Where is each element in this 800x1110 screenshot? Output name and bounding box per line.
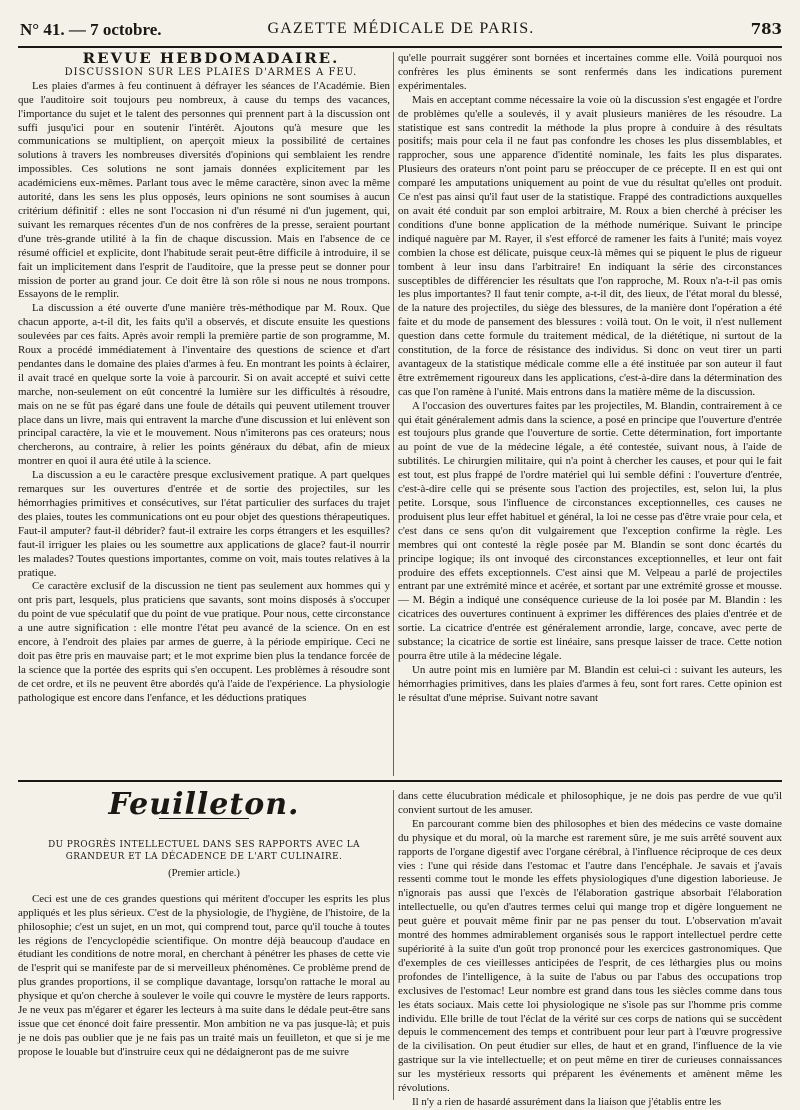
- revue-paragraph: Les plaies d'armes à feu continuent à défrayer les séances de l'Académie. Bien que l'auditoire soit toujours peu nombreux, à cause du temps des vacances, l'importance du sujet et le talent des personnes qui prennent part à la discussion ont suffi jusqu'ici pour en soutenir l'intérêt. Ajoutons qu'à mesure que les communications se multiplient, on aperçoit mieux la possibilité de certaines solutions à travers les nombreuses diversités d'opinions qui semblaient les rendre impossibles. Ces solutions ne sont jamais données explicitement par les académiciens eux-mêmes. Parlant tous avec le même caractère, sinon avec la même autorité, dans les sens les plus opposés, leurs opinions ne sont soumises à aucun critérium définitif : elles ne sont l'occasion ni d'un résumé ni d'un jugement, qui, suivant les remarques récentes d'un de nos confrères de la presse, seraient pourtant d'une très-grande utilité à la fin de chaque discussion. Mais en l'absence de ce résumé officiel et explicite, dont l'habitude serait peut-être difficile à introduire, il se fait un implicitement dans l'esprit de l'auditoire, que la presse peut se donner pour mission de porter au grand jour. Ce doit être là son rôle si nous ne nous trompons. Essayons de le remplir.: [18, 79, 390, 301]
- masthead: [20, 16, 782, 42]
- feuilleton-paragraph: dans cette élucubration médicale et philosophique, je ne dois pas perdre de vue qu'il convient surtout de les amuser.: [398, 790, 782, 816]
- revue-paragraph: qu'elle pourrait suggérer sont bornées et incertaines comme elle. Voilà pourquoi nos confrères les plus éminents se sont renfermés dans les indications purement expérimentales.: [398, 52, 782, 92]
- feuilleton-heading: DU PROGRÈS INTELLECTUEL DANS SES RAPPORTS AVEC LA GRANDEUR ET LA DÉCADENCE DE L'ART CULINAIRE.: [48, 839, 360, 862]
- revue-paragraph: Ce caractère exclusif de la discussion ne tient pas seulement aux hommes qui y ont pris part, lesquels, plus praticiens que savants, sont moins disposés à s'occuper du point de vue spéculatif que du point de vue pratique. Pour nous, cette circonstance a une autre signification : elle montre l'état peu avancé de la science. On en est encore, à l'endroit des plaies par armes de guerre, à la période empirique. Ceci ne doit pas être pris en mauvaise part; et le mot exprime bien plus la tendance forcée de la science que la portée des esprits qui s'en occupent. Les problèmes à résoudre sont de cet ordre, et ils ne peuvent être abordés qu'à l'aide de l'expérience. La physiologie pathologique est encore dans l'enfance, et les déductions pratiques: [18, 580, 390, 704]
- revue-left-column: [18, 49, 390, 776]
- revue-paragraph: A l'occasion des ouvertures faites par les projectiles, M. Blandin, contrairement à ce qui était généralement admis dans la science, a posé en principe que l'ouverture d'entrée est toujours plus grande que l'ouverture de sortie. Cette détermination, fort importante au point de vue de la médecine légale, a été contestée, suivant nous, à l'aide de subtilités. Le chirurgien militaire, qui n'a point à chercher les causes, et pour qui le fait est tout, est plus frappé de l'ordre matériel qui lui semble défini : l'ouverture d'entrée, c'est-à-dire celle qui se présente sous l'action des projectiles, est, selon lui, la plus petite. Lorsque, sous l'influence de circonstances exceptionnelles, ces causes ne produisent plus leur effet habituel et général, la loi ne cesse pas d'être vraie pour cela, et c'est dans ce sens qu'on dit vulgairement que l'exception confirme la règle. Les membres qui ont contesté la règle posée par M. Blandin se sont donc écartés du principe logique; ils ont invoqué des circonstances exceptionnelles, et leur ont fait produire des effets exceptionnels. C'est ainsi que M. Velpeau a parlé de projectiles entrant par une extrémité mince et acérée, et sortant par une extrémité grosse et mousse. — M. Bégin a indiqué une conséquence curieuse de la loi posée par M. Blandin : les cicatrices des ouvertures continuent à exprimer les différences des plaies d'entrée et de sortie. La cicatrice d'entrée est généralement arrondie, large, concave, avec perte de substance; la cicatrice de sortie est linéaire, sans presque laisser de trace. Cette notion pourra être utile à la médecine légale.: [398, 399, 782, 662]
- feuilleton-rule: [18, 780, 782, 782]
- revue-rubric: REVUE HEBDOMADAIRE.: [82, 49, 340, 67]
- feuilleton-subheading: (Premier article.): [168, 867, 240, 879]
- column-divider: [393, 52, 394, 776]
- revue-paragraph: Mais en acceptant comme nécessaire la voie où la discussion s'est engagée et l'ordre de problèmes qu'elle a soulevés, il y avait plusieurs manières de les résoudre. La statistique est sans contredit la méthode la plus propre à conduire à des résultats positifs; mais pour cela il ne faut pas confondre les choses les plus dissemblables, et rapprocher, sous une apparence d'identité nominale, les faits les plus disparates. Plusieurs des orateurs n'ont point paru se préoccuper de ce précepte. Il en est qui ont comparé les amputations uniquement au point de vue du résultat qu'elles ont produit. Ce n'est pas ainsi qu'il faut user de la statistique. Frappé des contradictions auxquelles on avait été conduit par son emploi arbitraire, M. Roux a bien cherché à préciser les conditions d'une bonne application de la méthode numérique. Suivant le principe indiqué naguère par M. Rayer, il s'est efforcé de ramener les faits à l'unité; mais voyez combien la chose est délicate, puisque ceux-là mêmes qui se piquent le plus de rigueur tombent à leur insu dans l'arbitraire! En indiquant la série des circonstances susceptibles de différencier les résultats que l'on rapproche, M. Roux n'a-t-il pas omis les plus importantes? Il faut tenir compte, a-t-il dit, des lieux, de l'état moral du blessé, de la nature des projectiles, du siège des blessures, de la manière dont l'opération a été faite et du mode de pansement des blessures : voilà tout. On le voit, il n'est nullement question dans cette formule du traitement médical, de la diététique, ni surtout de la constitution, de la force de résistance des individus. Si donc on veut tirer un parti avantageux de la statistique médicale comme elle a été instituée par son auteur il faut être extrêmement rigoureux dans les applications, c'est-à-dire dans la détermination des cas que l'on ramène à l'unité. Mais entrons dans la matière même de la discussion.: [398, 93, 782, 398]
- feuilleton-right-column: [398, 790, 782, 1108]
- page-number: 783: [750, 20, 782, 38]
- journal-title: GAZETTE MÉDICALE DE PARIS.: [267, 20, 535, 37]
- feuilleton-left-column: [18, 787, 390, 1100]
- column-divider: [393, 790, 394, 1100]
- revue-right-column: [398, 52, 782, 776]
- issue-number-date: N° 41. — 7 octobre.: [20, 20, 162, 39]
- revue-heading: DISCUSSION SUR LES PLAIES D'ARMES A FEU.: [64, 66, 358, 78]
- revue-paragraph: La discussion a été ouverte d'une manière très-méthodique par M. Roux. Que chacun apporte, a-t-il dit, les faits qu'il a observés, et discute ensuite les questions soulevées par ces faits. Après avoir rempli la première partie de son programme, M. Roux a procédé immédiatement à l'inventaire des questions de science et d'art pendantes dans le domaine des plaies d'armes à feu. En montrant les points à éclairer, il avait tracé en quelque sorte la voie à parcourir. Si on avait accepté et suivi cette marche, non-seulement on eût concentré la lumière sur les difficultés à résoudre, mais on ne se fût pas égaré dans une foule de détails qui peuvent utilement trouver place dans un livre, mais qui entravent la marche d'une discussion et lui enlèvent son principal caractère, la vie et le mouvement. Nous n'imiterons pas ces orateurs; nous chercherons, au contraire, à relier les points généraux du débat, afin de mieux montrer en quoi il aura été utile à la science.: [18, 302, 390, 468]
- top-rule: [18, 46, 782, 48]
- feuilleton-paragraph: Ceci est une de ces grandes questions qui méritent d'occuper les esprits les plus appliqués et les plus sérieux. C'est de la physiologie, de l'hygiène, de l'histoire, de la philosophie; c'est un sujet, en un mot, qui comprend tout, parce qu'il touche à toutes les régions de l'encyclopédie scientifique. On montre déjà beaucoup d'audace en étudiant les conditions de notre moral, en cherchant à pénétrer les phases de cette vie de l'esprit qui se manifeste par de si merveilleux phénomènes. Ce problème prend de plus grandes proportions, il se complique davantage, lorsqu'on rattache le moral au physique et qu'on cherche à soulever le voile qui couvre le mystère de leurs rapports. Je ne veux pas m'égarer et égarer les lecteurs à ma suite dans le dédale peut-être sans issue que cet énoncé doit faire pressentir. Mon ambition ne va pas jusque-là; et puis je ne dois pas oublier que je ne fais pas un traité mais un feuilleton, et que si je me propose le louable but d'instruire ceux qui ne dédaigneront pas de me suivre: [18, 892, 390, 1058]
- feuilleton-paragraph: En parcourant comme bien des philosophes et bien des médecins ce vaste domaine du physique et du moral, où la marche est rarement sûre, je me suis arrêté souvent aux rapports de l'organe digestif avec l'organe cérébral, à l'influence réciproque de ces deux vies : l'une qui réside dans l'estomac et l'autre dans l'encéphale. Je savais et j'avais ressenti comme tout le monde les effets physiologiques d'une digestion laborieuse. Je n'ignorais pas aussi que l'excès de l'élaboration gastrique absorbait l'élaboration intellectuelle, ou qu'en d'autres termes celui qui mange trop et digère longuement ne peut guère et pouvait même finir par ne pas penser du tout. L'observation m'avait montré des hommes admirablement organisés sous le rapport intellectuel perdre cette supériorité à la suite d'un goût trop prononcé pour les exercices gastronomiques. Que d'exemples de ces vieillesses anticipées de l'esprit, de ces léthargies plus ou moins profondes de l'intelligence, à la suite de l'abus ou par l'abus des occupations trop exclusives de l'estomac! Leur nombre est grand dans tous les siècles comme dans tous les états sociaux. Mais cette loi physiologique ne s'isole pas sur l'homme pris comme individu. Elle brille de tout l'éclat de la vérité sur ces corps de nations qui se succèdent depuis le commencement des temps et contribuent pour leur part à l'œuvre progressive de la civilisation. On peut étudier sur elles, de haut et en grand, l'influence de la vie gastrique sur la vie intellectuelle; et on peut même en tirer de curieuses connaissances sur les mystérieux ressorts qui préparent les événements et amènent même les révolutions.: [398, 817, 782, 1095]
- revue-paragraph: Un autre point mis en lumière par M. Blandin est celui-ci : suivant les auteurs, les hémorrhagies primitives, dans les plaies d'armes à feu, sont fort rares. Cette opinion est le résultat d'une méprise. Suivant notre savant: [398, 663, 782, 704]
- feuilleton-title: Feuilleton.: [18, 798, 390, 819]
- feuilleton-paragraph: Il n'y a rien de hasardé assurément dans la liaison que j'établis entre les: [412, 1095, 722, 1108]
- revue-paragraph: La discussion a eu le caractère presque exclusivement pratique. A part quelques remarques sur les ouvertures d'entrée et de sortie des projectiles, sur les hémorrhagies primitives et consécutives, sur l'état particulier des surfaces du trajet des plaies, toutes les communications ont eu pour objet des questions thérapeutiques. Faut-il amputer? faut-il débrider? faut-il extraire les corps étrangers et les esquilles? faut-il irriguer les plaies ou les soumettre aux applications de glace? faut-il nourrir les malades? Toutes questions importantes, comme on voit, mais toutes relatives à la pratique.: [18, 469, 390, 579]
